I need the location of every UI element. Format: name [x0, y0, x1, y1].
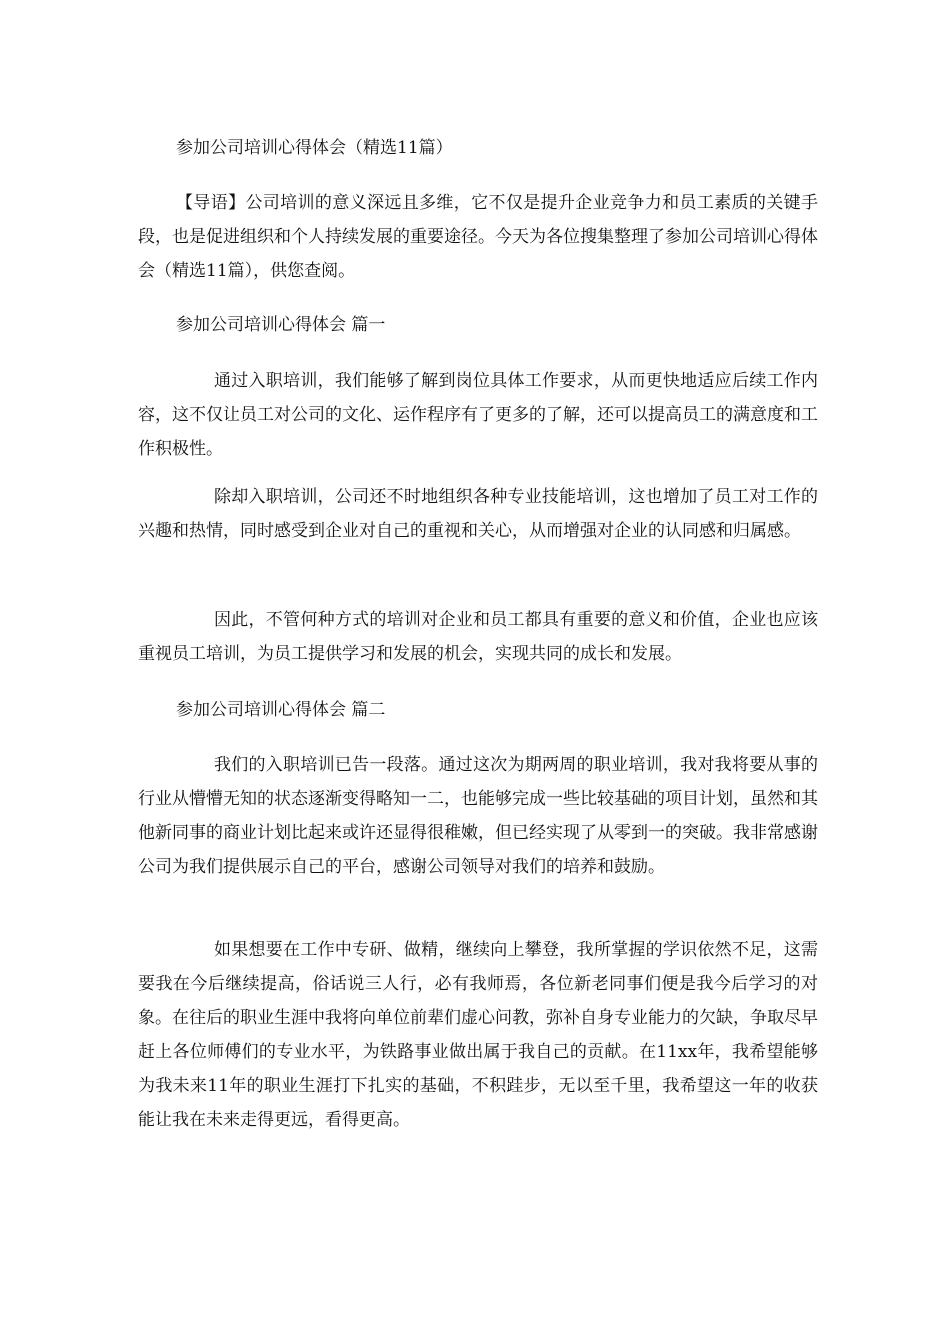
section-2-paragraph-2: 如果想要在工作中专研、做精，继续向上攀登，我所掌握的学识依然不足，这需要我在今后继续提高，俗话说三人行，必有我师焉，各位新老同事们便是我今后学习的对象。在往后的职业生涯中我将向单位前辈们虚心问教，弥补自身专业能力的欠缺，争取尽早赶上各位师傅们的专业水平，为铁路事业做出属于我自己的贡献。在11xx年，我希望能够为我未来11年的职业生涯打下扎实的基础，不积跬步，无以至千里，我希望这一年的收获能让我在未来走得更远，看得更高。: [138, 940, 818, 1130]
section-heading-1: 参加公司培训心得体会 篇一: [176, 315, 386, 335]
intro-paragraph: 【导语】公司培训的意义深远且多维，它不仅是提升企业竞争力和员工素质的关键手段，也是促进组织和个人持续发展的重要途径。今天为各位搜集整理了参加公司培训心得体会（精选11篇），供您查阅。: [138, 193, 818, 281]
section-1-paragraph-3: 因此，不管何种方式的培训对企业和员工都具有重要的意义和价值，企业也应该重视员工培训，为员工提供学习和发展的机会，实现共同的成长和发展。: [138, 610, 818, 664]
section-1-paragraph-1: 通过入职培训，我们能够了解到岗位具体工作要求，从而更快地适应后续工作内容，这不仅让员工对公司的文化、运作程序有了更多的了解，还可以提高员工的满意度和工作积极性。: [138, 371, 818, 459]
document-title: 参加公司培训心得体会（精选11篇）: [176, 138, 453, 158]
section-heading-2: 参加公司培训心得体会 篇二: [176, 700, 386, 720]
section-2-paragraph-1: 我们的入职培训已告一段落。通过这次为期两周的职业培训，我对我将要从事的行业从懵懵无知的状态逐渐变得略知一二，也能够完成一些比较基础的项目计划，虽然和其他新同事的商业计划比起来或许还显得很稚嫩，但已经实现了从零到一的突破。我非常感谢公司为我们提供展示自己的平台，感谢公司领导对我们的培养和鼓励。: [138, 755, 818, 877]
section-1-paragraph-2: 除却入职培训，公司还不时地组织各种专业技能培训，这也增加了员工对工作的兴趣和热情，同时感受到企业对自己的重视和关心，从而增强对企业的认同感和归属感。: [138, 487, 818, 541]
